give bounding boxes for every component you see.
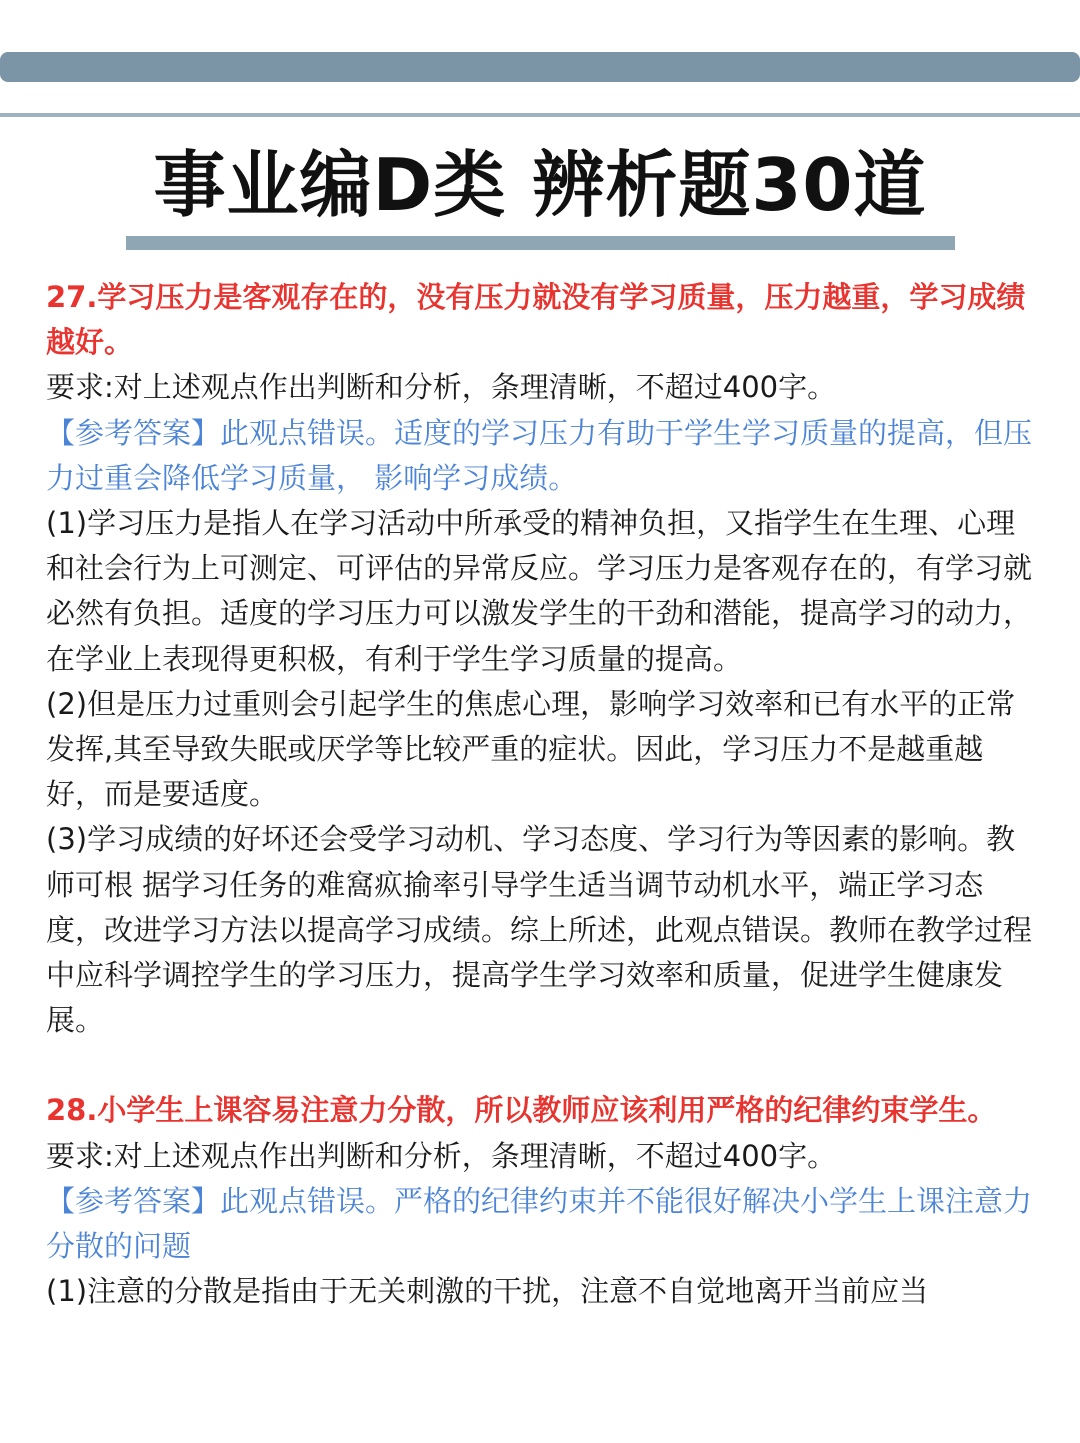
- top-decor-line: [0, 113, 1080, 117]
- reference-answer: 【参考答案】此观点错误。适度的学习压力有助于学生学习质量的提高，但压力过重会降低学习质量， 影响学习成绩。: [46, 415, 1033, 495]
- reference-answer: 【参考答案】此观点错误。严格的纪律约束并不能很好解决小学生上课注意力分散的问题: [46, 1183, 1033, 1264]
- requirement-text: 要求:对上述观点作出判断和分析，条理清晰，不超过400字。: [46, 1138, 837, 1173]
- question-text: 27.学习压力是客观存在的，没有压力就没有学习质量，压力越重，学习成绩越好。: [46, 280, 1026, 360]
- question-block-27: [46, 275, 1041, 1043]
- title-underline: [126, 236, 955, 250]
- section-spacer: [46, 1043, 1041, 1088]
- analysis-point: (1)学习压力是指人在学习活动中所承受的精神负担，又指学生在生理、心理和社会行为上可测定、可评估的异常反应。学习压力是客观存在的，有学习就必然有负担。适度的学习压力可以激发学生的干劲和潜能，提高学习的动力，在学业上表现得更积极，有利于学生学习质量的提高。: [46, 506, 1033, 676]
- analysis-point: (1)注意的分散是指由于无关刺激的干扰，注意不自觉地离开当前应当: [46, 1274, 929, 1309]
- top-decor-bar: [0, 52, 1080, 82]
- requirement-text: 要求:对上述观点作出判断和分析，条理清晰，不超过400字。: [46, 370, 837, 405]
- content-area: [46, 275, 1041, 1314]
- question-block-28: [46, 1088, 1041, 1314]
- analysis-point: (3)学习成绩的好坏还会受学习动机、学习态度、学习行为等因素的影响。教师可根 据学习任务的难窩疭揄率引导学生适当调节动机水平，端正学习态度，改进学习方法以提高学习成绩。综上所述，此观点错误。教师在教学过程中应科学调控学生的学习压力，提高学生学习效率和质量，促进学生健康发展。: [46, 822, 1033, 1038]
- question-text: 28.小学生上课容易注意力分散，所以教师应该利用严格的纪律约束学生。: [46, 1093, 997, 1128]
- page-title: 事业编D类 辨析题30道: [153, 143, 927, 227]
- analysis-point: (2)但是压力过重则会引起学生的焦虑心理，影响学习效率和已有水平的正常发挥,其至导致失眠或厌学等比较严重的症状。因此，学习压力不是越重越好，而是要适度。: [46, 686, 1016, 812]
